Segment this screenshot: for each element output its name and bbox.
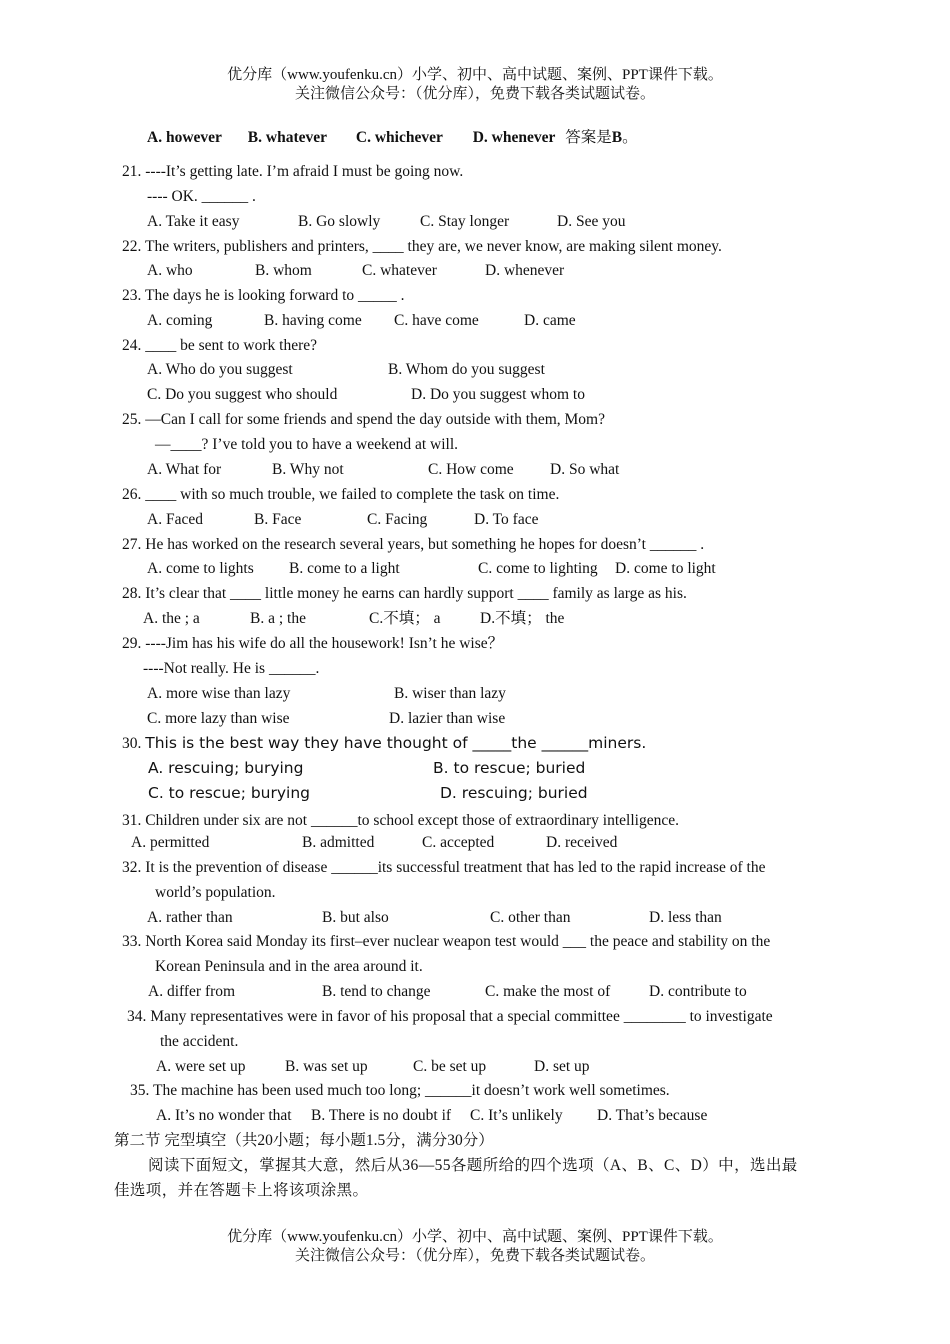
q28-stem: 28. It’s clear that ____ little money he earns can hardly support ____ family as large as his. xyxy=(122,585,687,602)
q28-option-b: B. a ; the xyxy=(250,610,306,627)
q29-option-d: D. lazier than wise xyxy=(389,710,506,727)
q34-option-a: A. were set up xyxy=(156,1058,246,1075)
q28-option-a: A. the ; a xyxy=(143,610,200,627)
q35-stem: 35. The machine has been used much too long; ______it doesn’t work well sometimes. xyxy=(130,1082,670,1099)
q31-option-a: A. permitted xyxy=(131,834,210,851)
q34-option-d: D. set up xyxy=(534,1058,590,1075)
q34-option-b: B. was set up xyxy=(285,1058,368,1075)
q32-option-d: D. less than xyxy=(649,909,722,926)
q21-option-c: C. Stay longer xyxy=(420,213,510,230)
q29-option-c: C. more lazy than wise xyxy=(147,710,290,727)
section2-instruction-1: 阅读下面短文，掌握其大意，然后从36—55各题所给的四个选项（A、B、C、D）中，选出最 xyxy=(148,1157,798,1174)
footer-line-1: 优分库（www.youfenku.cn）小学、初中、高中试题、案例、PPT课件下载。 xyxy=(227,1229,723,1245)
q32-option-a: A. rather than xyxy=(147,909,233,926)
q30-stem: This is the best way they have thought of _____the ______miners. xyxy=(145,734,647,752)
q24-option-d: D. Do you suggest whom to xyxy=(411,386,585,403)
q27-option-d: D. come to light xyxy=(615,560,716,577)
q32-stem-2: world’s population. xyxy=(155,884,276,901)
q33-option-d: D. contribute to xyxy=(649,983,747,1000)
q25-option-a: A. What for xyxy=(147,461,222,478)
q24-option-a: A. Who do you suggest xyxy=(147,361,293,378)
q21-stem-2: ---- OK. ______ . xyxy=(147,188,256,205)
q30-option-d: D. rescuing; buried xyxy=(440,784,588,802)
q23-option-d: D. came xyxy=(524,312,576,329)
q30-option-a: A. rescuing; burying xyxy=(148,759,304,777)
q35-option-a: A. It’s no wonder that xyxy=(156,1107,292,1124)
q29-stem: 29. ----Jim has his wife do all the housework! Isn’t he wise？ xyxy=(122,635,504,652)
q26-option-a: A. Faced xyxy=(147,511,203,528)
q20-option-c-letter: C xyxy=(355,129,368,146)
q20-option-a: . however xyxy=(158,129,222,146)
section2-title: 第二节 完型填空（共20小题；每小题1.5分，满分30分） xyxy=(114,1132,494,1149)
q26-option-c: C. Facing xyxy=(367,511,428,528)
q28-option-d: D.不填； the xyxy=(480,610,565,627)
q33-stem: 33. North Korea said Monday its first–ever nuclear weapon test would ___ the peace and stability on the xyxy=(122,933,771,950)
q27-stem: 27. He has worked on the research several years, but something he hopes for doesn’t ______ . xyxy=(122,536,705,553)
q20-option-b: . whatever xyxy=(258,129,327,146)
q27-option-c: C. come to lighting xyxy=(478,560,598,577)
q21-option-b: B. Go slowly xyxy=(298,213,381,230)
q24-option-b: B. Whom do you suggest xyxy=(388,361,545,378)
q20-option-b-letter: B xyxy=(247,129,259,146)
q31-option-d: D. received xyxy=(546,834,618,851)
q24-option-c: C. Do you suggest who should xyxy=(147,386,338,403)
q35-option-c: C. It’s unlikely xyxy=(470,1107,563,1124)
q22-stem: 22. The writers, publishers and printers, ____ they are, we never know, are making silent money. xyxy=(122,238,722,255)
q33-option-b: B. tend to change xyxy=(322,983,431,1000)
q35-option-b: B. There is no doubt if xyxy=(311,1107,452,1124)
q23-stem: 23. The days he is looking forward to _____ . xyxy=(122,287,405,304)
q25-option-c: C. How come xyxy=(428,461,514,478)
q29-option-b: B. wiser than lazy xyxy=(394,685,506,702)
q31-option-c: C. accepted xyxy=(422,834,495,851)
q27-option-a: A. come to lights xyxy=(147,560,254,577)
q20-option-c: . whichever xyxy=(367,129,443,146)
q25-option-d: D. So what xyxy=(550,461,620,478)
q20-option-d: . whenever xyxy=(483,129,556,146)
q33-option-a: A. differ from xyxy=(148,983,236,1000)
q26-option-b: B. Face xyxy=(254,511,302,528)
q26-stem: 26. ____ with so much trouble, we failed to complete the task on time. xyxy=(122,486,560,503)
q30-option-c: C. to rescue; burying xyxy=(148,784,311,802)
q32-stem: 32. It is the prevention of disease ______its successful treatment that has led to the rapid increase of the xyxy=(122,859,766,876)
section2-instruction-2: 佳选项，并在答题卡上将该项涂黑。 xyxy=(114,1182,369,1199)
q28-option-c: C.不填； a xyxy=(369,610,441,627)
q25-stem: 25. —Can I call for some friends and spend the day outside with them, Mom? xyxy=(122,411,605,428)
q31-option-b: B. admitted xyxy=(302,834,375,851)
q20-option-a-letter: A xyxy=(147,129,159,146)
q23-option-a: A. coming xyxy=(147,312,213,329)
q22-option-a: A. who xyxy=(147,262,193,279)
q27-option-b: B. come to a light xyxy=(289,560,400,577)
q22-option-c: C. whatever xyxy=(362,262,437,279)
header-line-1: 优分库（www.youfenku.cn）小学、初中、高中试题、案例、PPT课件下载。 xyxy=(227,67,723,83)
q30-number: 30. xyxy=(122,735,142,752)
q23-option-b: B. having come xyxy=(264,312,362,329)
q20-answer-value: B xyxy=(611,129,623,146)
q30-option-b: B. to rescue; buried xyxy=(433,759,586,777)
q30-stem-line xyxy=(122,733,646,754)
q22-option-d: D. whenever xyxy=(485,262,565,279)
q24-stem: 24. ____ be sent to work there? xyxy=(122,337,317,354)
q21-option-a: A. Take it easy xyxy=(147,213,240,230)
q33-stem-2: Korean Peninsula and in the area around it. xyxy=(155,958,423,975)
q25-stem-2: —____? I’ve told you to have a weekend at will. xyxy=(155,436,459,453)
q22-option-b: B. whom xyxy=(255,262,312,279)
footer-line-2: 关注微信公众号：（优分库），免费下载各类试题试卷。 xyxy=(294,1248,655,1264)
q32-option-c: C. other than xyxy=(490,909,571,926)
q23-option-c: C. have come xyxy=(394,312,479,329)
q20-option-d-letter: D xyxy=(472,129,484,146)
header-line-2: 关注微信公众号：（优分库），免费下载各类试题试卷。 xyxy=(294,86,655,102)
q21-stem: 21. ----It’s getting late. I’m afraid I must be going now. xyxy=(122,163,464,180)
q20-answer-end: 。 xyxy=(622,129,638,146)
q21-option-d: D. See you xyxy=(557,213,626,230)
q20-answer-label: 答案是 xyxy=(565,129,612,146)
q26-option-d: D. To face xyxy=(474,511,539,528)
q25-option-b: B. Why not xyxy=(272,461,344,478)
q32-option-b: B. but also xyxy=(322,909,389,926)
q34-stem: 34. Many representatives were in favor of his proposal that a special committee ________ to investigate xyxy=(127,1008,773,1025)
q33-option-c: C. make the most of xyxy=(485,983,611,1000)
q35-option-d: D. That’s because xyxy=(597,1107,708,1124)
q29-option-a: A. more wise than lazy xyxy=(147,685,291,702)
q20-options xyxy=(147,128,638,148)
q34-option-c: C. be set up xyxy=(413,1058,487,1075)
q31-stem: 31. Children under six are not ______to school except those of extraordinary intelligence. xyxy=(122,812,679,829)
q34-stem-2: the accident. xyxy=(160,1033,239,1050)
q29-stem-2: ----Not really. He is ______. xyxy=(143,660,320,677)
